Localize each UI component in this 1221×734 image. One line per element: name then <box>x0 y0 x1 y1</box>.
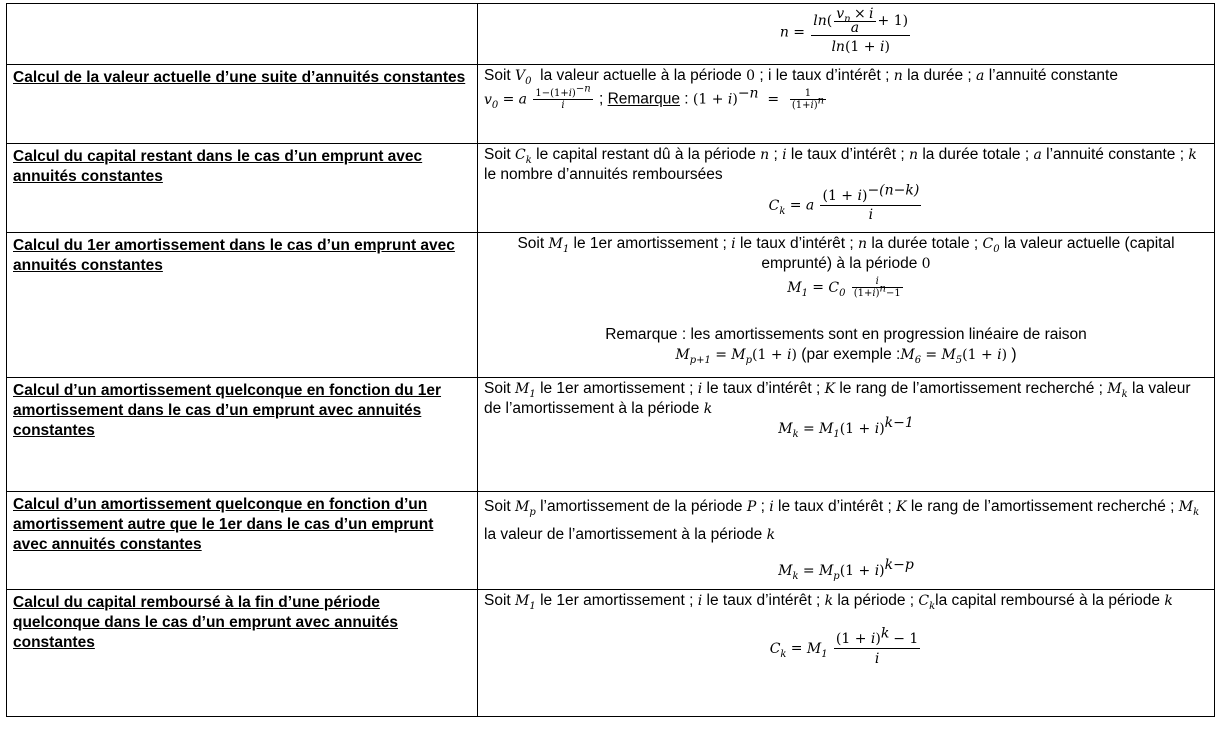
row-remark: Remarque : les amortissements sont en progression linéaire de raison <box>605 326 1087 343</box>
formula-any-amortization-from-other: $M_k = M_p(1 + i)^{k-p}$ <box>778 556 914 582</box>
row-title: Calcul d’un amortissement quelconque en fonction d’un amortissement autre que le 1er dans le cas d’un emprunt avec annuités constantes <box>13 496 434 553</box>
row-title: Calcul du capital restant dans le cas d’un emprunt avec annuités constantes <box>13 148 423 185</box>
row-content-cell <box>478 4 1215 65</box>
row-title: Calcul du 1er amortissement dans le cas d’un emprunt avec annuités constantes <box>13 237 455 274</box>
table-row <box>7 233 1215 378</box>
formula-any-amortization-from-first: $M_k = M_1(1 + i)^{k-1}$ <box>778 414 914 440</box>
row-title-cell <box>7 4 478 65</box>
row-title-cell <box>7 378 478 492</box>
row-title: Calcul du capital remboursé à la fin d’une période quelconque dans le cas d’un emprunt avec annuités constantes <box>13 594 399 651</box>
row-content-cell <box>478 233 1215 378</box>
row-title <box>13 5 471 7</box>
row-title: Calcul d’un amortissement quelconque en fonction du 1er amortissement dans le cas d’un emprunt avec annuités constantes <box>13 382 442 439</box>
row-description: Soit $V_0$ la valeur actuelle à la période 0 ; i le taux d’intérêt ; n la durée ; a l’annuité constante <box>484 67 1118 87</box>
row-title-cell <box>7 590 478 717</box>
table-row <box>7 65 1215 144</box>
table-row <box>7 492 1215 590</box>
table-row <box>7 590 1215 717</box>
formula-remaining-capital: $C_k = a$ $\frac{(1 + i)^{-(n-k)}}{i}$ <box>768 182 920 223</box>
row-description: Soit $M_1$ le 1er amortissement ; i le taux d’intérêt ; n la durée totale ; $C_0$ la valeur actuelle (capital emprunté) à la période 0 <box>517 235 1175 272</box>
row-description: Soit $C_k$ le capital restant dû à la période n ; i le taux d’intérêt ; n la durée totale ; a l’annuité constante ; k le nombre d’annuités remboursées <box>484 146 1197 183</box>
row-content-cell <box>478 65 1215 144</box>
row-title: Calcul de la valeur actuelle d’une suite d’annuités constantes <box>13 69 466 86</box>
row-content-cell <box>478 492 1215 590</box>
row-description: Soit $M_p$ l’amortissement de la période P ; i le taux d’intérêt ; K le rang de l’amortissement recherché ; $M_k$ la valeur de l’amortissement à la période k <box>484 498 1200 543</box>
row-title-cell <box>7 144 478 233</box>
formula-table <box>6 3 1215 717</box>
formula-linear-progression: $M_{p+1} = M_p(1 + i)$ (par exemple $:M_6 = M_5(1 + i)$ ) <box>675 346 1017 366</box>
row-title-cell <box>7 65 478 144</box>
row-title-cell <box>7 233 478 378</box>
table-row <box>7 144 1215 233</box>
formula-present-value: $v_0 = a$ $\frac{1-(1+i)^{-n}}{i}$ ; Remarque : $(1 + i)^{-n}$ = $\frac{1}{(1+i)^n}$ <box>484 83 825 111</box>
formula-capital-repaid: $C_k = M_1$ $\frac{(1 + i)^k - 1}{i}$ <box>769 625 919 667</box>
table-row <box>7 378 1215 492</box>
formula-first-amortization: $M_1 = C_0$ $\frac{i}{(1+i)^n-1}$ <box>787 276 901 299</box>
formula-n-duration: n = ln( $\frac{v_n \times i}{a}$ + 1) ln(1 + i) <box>779 6 909 55</box>
table-row <box>7 4 1215 65</box>
row-content-cell <box>478 144 1215 233</box>
row-content-cell <box>478 378 1215 492</box>
row-description: Soit $M_1$ le 1er amortissement ; i le taux d’intérêt ; k la période ; $C_kla$ capital remboursé à la période k <box>484 592 1173 612</box>
row-description: Soit $M_1$ le 1er amortissement ; i le taux d’intérêt ; K le rang de l’amortissement recherché ; $M_k$ la valeur de l’amortissement à la période k <box>484 380 1191 417</box>
row-title-cell <box>7 492 478 590</box>
row-content-cell <box>478 590 1215 717</box>
